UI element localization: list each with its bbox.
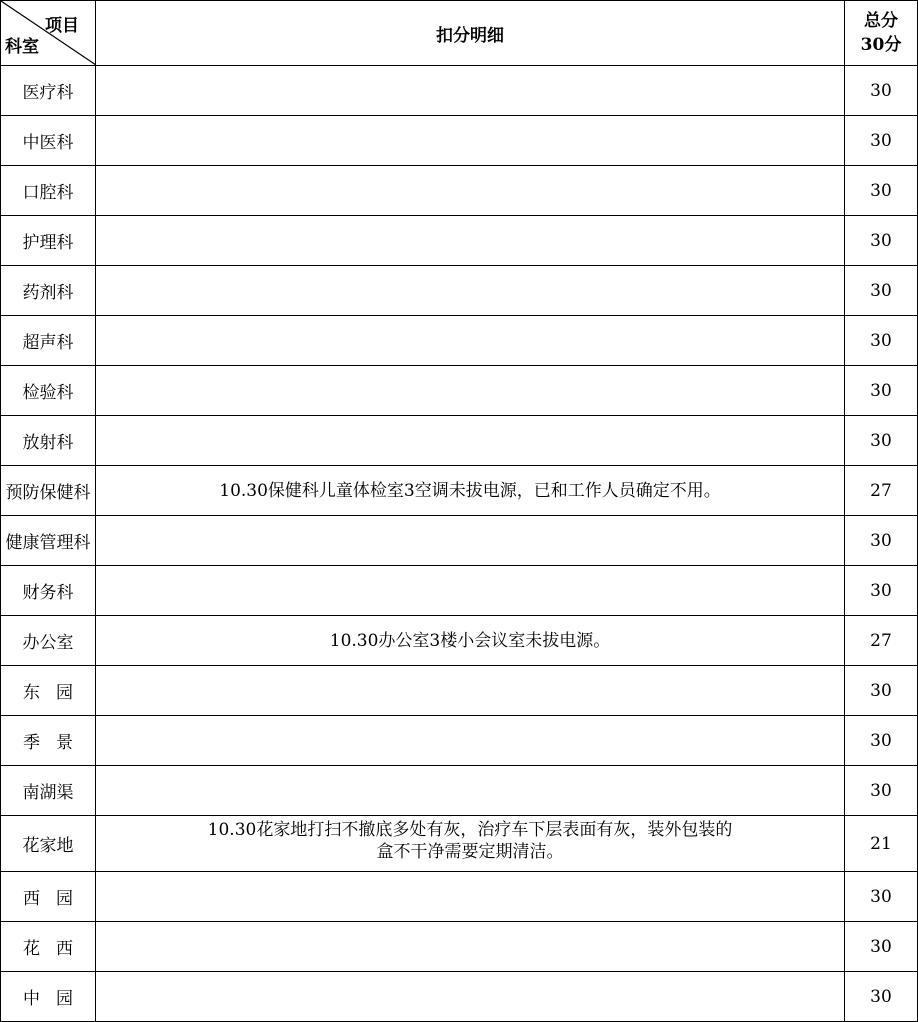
score-cell: 30 (845, 216, 918, 266)
detail-cell (96, 816, 845, 872)
dept-cell: 花家地 (1, 816, 96, 872)
dept-cell: 医疗科 (1, 66, 96, 116)
table-row (1, 616, 918, 666)
dept-cell: 护理科 (1, 216, 96, 266)
header-dept-label: 科室 (5, 37, 39, 57)
score-cell: 30 (845, 166, 918, 216)
table-row (1, 972, 918, 1022)
detail-cell (96, 516, 845, 566)
table-row (1, 466, 918, 516)
detail-cell (96, 66, 845, 116)
table-row (1, 566, 918, 616)
detail-cell (96, 972, 845, 1022)
dept-cell: 中医科 (1, 116, 96, 166)
detail-line: 盒不干净需要定期清洁。 (376, 841, 564, 862)
table-row (1, 266, 918, 316)
detail-cell (96, 566, 845, 616)
table-row (1, 766, 918, 816)
detail-cell (96, 872, 845, 922)
dept-cell: 南湖渠 (1, 766, 96, 816)
dept-cell: 办公室 (1, 616, 96, 666)
dept-label: 中园 (23, 989, 89, 1009)
header-total-cell (845, 1, 918, 66)
score-cell: 30 (845, 316, 918, 366)
detail-cell (96, 416, 845, 466)
detail-cell (96, 316, 845, 366)
dept-cell (1, 872, 96, 922)
detail-cell (96, 766, 845, 816)
dept-cell: 放射科 (1, 416, 96, 466)
table-row (1, 816, 918, 872)
score-cell: 30 (845, 416, 918, 466)
table-row (1, 316, 918, 366)
detail-cell: 10.30保健科儿童体检室3空调未拔电源，已和工作人员确定不用。 (96, 466, 845, 516)
score-cell: 30 (845, 766, 918, 816)
table-row (1, 872, 918, 922)
header-total-points: 30分 (860, 35, 902, 55)
detail-cell (96, 216, 845, 266)
detail-cell: 10.30办公室3楼小会议室未拔电源。 (96, 616, 845, 666)
header-row (1, 1, 918, 66)
score-cell: 30 (845, 116, 918, 166)
detail-cell (96, 366, 845, 416)
detail-cell (96, 166, 845, 216)
dept-cell: 检验科 (1, 366, 96, 416)
header-detail-label: 扣分明细 (96, 1, 845, 66)
score-cell: 30 (845, 66, 918, 116)
score-cell: 30 (845, 566, 918, 616)
dept-label: 花西 (23, 939, 89, 959)
score-cell: 27 (845, 616, 918, 666)
score-cell: 30 (845, 922, 918, 972)
dept-cell: 财务科 (1, 566, 96, 616)
table-row (1, 416, 918, 466)
dept-cell: 健康管理科 (1, 516, 96, 566)
score-cell: 30 (845, 666, 918, 716)
dept-cell: 药剂科 (1, 266, 96, 316)
dept-cell (1, 666, 96, 716)
dept-cell: 口腔科 (1, 166, 96, 216)
score-cell: 30 (845, 872, 918, 922)
dept-label: 季景 (23, 733, 89, 753)
score-cell: 30 (845, 716, 918, 766)
dept-cell: 预防保健科 (1, 466, 96, 516)
detail-cell (96, 666, 845, 716)
dept-cell (1, 922, 96, 972)
score-cell: 27 (845, 466, 918, 516)
header-item-label: 项目 (45, 16, 79, 36)
score-cell: 30 (845, 366, 918, 416)
score-cell: 30 (845, 266, 918, 316)
detail-cell (96, 116, 845, 166)
table-row (1, 516, 918, 566)
score-cell: 21 (845, 816, 918, 872)
detail-cell (96, 266, 845, 316)
table-row (1, 116, 918, 166)
header-total-label: 总分 (864, 11, 898, 31)
detail-line: 10.30花家地打扫不撤底多处有灰，治疗车下层表面有灰，装外包装的 (207, 819, 733, 840)
dept-cell: 超声科 (1, 316, 96, 366)
table-row (1, 716, 918, 766)
table-row (1, 666, 918, 716)
table-row (1, 366, 918, 416)
table-row (1, 216, 918, 266)
detail-cell (96, 716, 845, 766)
dept-label: 东园 (23, 683, 89, 703)
table-row (1, 66, 918, 116)
score-cell: 30 (845, 972, 918, 1022)
dept-label: 西园 (23, 889, 89, 909)
score-cell: 30 (845, 516, 918, 566)
corner-header-cell (1, 1, 96, 66)
dept-cell (1, 716, 96, 766)
detail-cell (96, 922, 845, 972)
dept-cell (1, 972, 96, 1022)
table-row (1, 166, 918, 216)
table-row (1, 922, 918, 972)
